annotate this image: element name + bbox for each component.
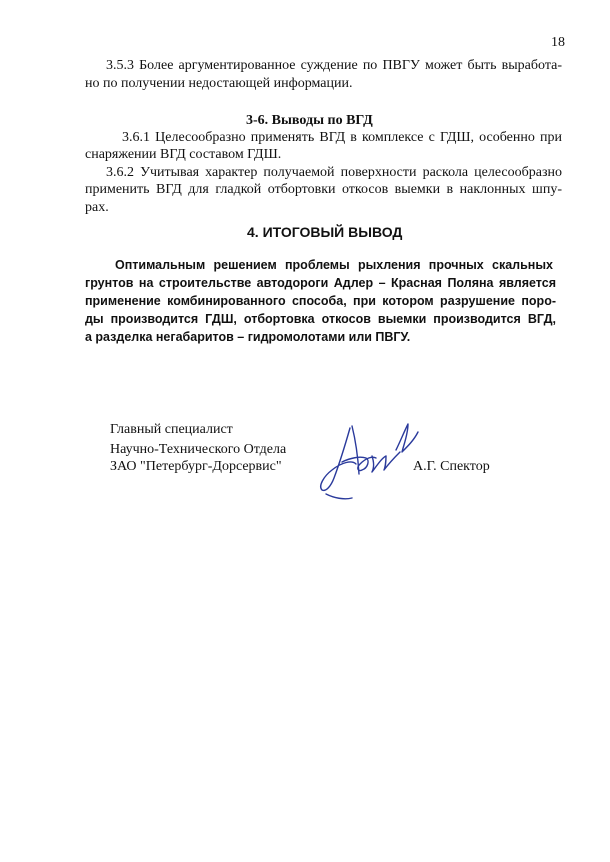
signer-organization: ЗАО "Петербург-Дорсервис": [110, 459, 282, 474]
signer-name: А.Г. Спектор: [413, 459, 490, 474]
signer-position-line: Главный специалист: [110, 422, 233, 437]
section-3-6-heading: 3-6. Выводы по ВГД: [246, 113, 373, 128]
conclusion-line: а разделка негабаритов – гидромолотами или ПВГУ.: [85, 330, 411, 344]
paragraph-line: снаряжении ВГД составом ГДШ.: [85, 147, 282, 162]
paragraph-line: применить ВГД для гладкой отбортовки откосов выемки в наклонных шпу-: [85, 182, 562, 197]
conclusion-line: применение комбинированного способа, при котором разрушение поро-: [85, 294, 556, 308]
section-4-heading: 4. ИТОГОВЫЙ ВЫВОД: [247, 224, 403, 240]
paragraph-line: 3.5.3 Более аргументированное суждение по ПВГУ может быть выработа-: [106, 58, 562, 73]
paragraph-line: рах.: [85, 200, 109, 215]
signer-position-line: Научно-Технического Отдела: [110, 442, 287, 457]
conclusion-line: Оптимальным решением проблемы рыхления прочных скальных: [115, 258, 553, 272]
conclusion-line: грунтов на строительстве автодороги Адлер – Красная Поляна является: [85, 276, 556, 290]
page-number: 18: [551, 35, 565, 50]
handwritten-signature: [312, 412, 422, 502]
conclusion-line: ды производится ГДШ, отбортовка откосов выемки производится ВГД,: [85, 312, 556, 326]
paragraph-line: 3.6.2 Учитывая характер получаемой поверхности раскола целесообразно: [106, 165, 562, 180]
paragraph-line: но по получении недостающей информации.: [85, 76, 353, 91]
paragraph-line: 3.6.1 Целесообразно применять ВГД в комплексе с ГДШ, особенно при: [122, 130, 562, 145]
